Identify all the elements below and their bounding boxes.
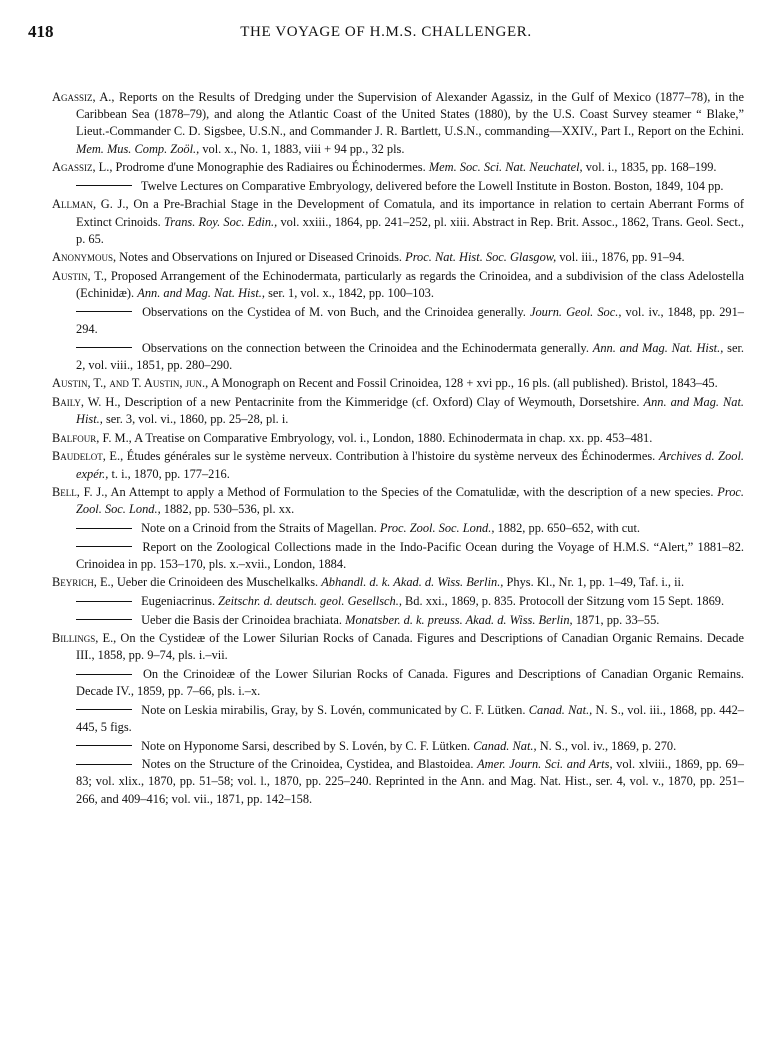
entry-journal: Archives d. Zool. expér., [76, 449, 744, 481]
entry-journal: Ann. and Mag. Nat. Hist., [592, 340, 724, 355]
entry-details: Bd. xxi., 1869, p. 835. Protocoll der Sitzung vom 15 Sept. 1869. [401, 593, 725, 608]
bibliography-entry [52, 539, 744, 573]
entry-journal: Mem. Soc. Sci. Nat. Neuchatel, [428, 160, 583, 175]
entry-details: vol. xlviii., 1869, pp. 69–83; vol. xlix., 1870, pp. 51–58; vol. l., 1870, pp. 225–240. Reprinted in the Ann. and Mag. Nat. Hist., ser. 4, vol. v., 1870, pp. 251–266, and 409–416; vol. vii., 1871, pp. 142–158. [76, 757, 744, 806]
entry-author: Austin, T., and T. Austin, jun., [52, 376, 209, 391]
entry-journal: Zeitschr. d. deutsch. geol. Gesellsch., [218, 593, 402, 608]
entry-title: On the Crinoideæ of the Lower Silurian Rocks of Canada. Figures and Descriptions of Canadian Organic Remains. Decade IV., 1859, pp. 7–66, pls. i.–x. [76, 666, 744, 699]
ditto-dash [76, 185, 132, 186]
entry-journal: Canad. Nat., [473, 738, 537, 753]
entry-author: Beyrich, E., [52, 575, 114, 590]
bibliography-entry [52, 304, 744, 338]
entry-author: Anonymous, [52, 250, 117, 265]
entry-title: Ueber die Basis der Crinoidea brachiata. [138, 612, 346, 627]
page-header [28, 22, 744, 48]
bibliography-entry [52, 702, 744, 736]
entry-details: N. S., vol. iii., 1868, pp. 442–445, 5 figs. [76, 702, 744, 734]
entry-title: Report on the Zoological Collections made in the Indo-Pacific Ocean during the Voyage of H.M.S. “Alert,” 1881–82. Crinoidea in pp. 153–170, pls. x.–xvii., London, 1884. [76, 539, 744, 571]
entry-title: Note on a Crinoid from the Straits of Magellan. [138, 520, 380, 535]
entry-journal: Trans. Roy. Soc. Edin., [164, 214, 278, 229]
entry-title: Reports on the Results of Dredging under the Supervision of Alexander Agassiz, in the Gulf of Mexico (1877–78), in the Caribbean Sea (1878–79), and along the Atlantic Coast of the United States (1880), by the U.S. Coast Survey steamer “ Blake,” Lieut.-Commander C. D. Sigsbee, U.S.N., and Commander J. R. Bartlett, U.S.N., commanding—XXIV., Part I., Report on the Echini. [76, 90, 745, 139]
entry-author: Baily, W. H., [52, 394, 121, 409]
entry-title: Eugeniacrinus. [138, 593, 219, 608]
entry-title: Notes and Observations on Injured or Diseased Crinoids. [116, 250, 406, 265]
entry-details: ser. 2, vol. viii., 1851, pp. 280–290. [76, 340, 744, 372]
bibliography-entry [52, 178, 744, 195]
ditto-dash [76, 528, 132, 529]
bibliography-entry [52, 159, 744, 176]
entry-title: Prodrome d'une Monographie des Radiaires ou Échinodermes. [112, 160, 429, 175]
entry-author: Bell, F. J., [52, 485, 108, 500]
entry-details: vol. i., 1835, pp. 168–199. [582, 160, 717, 175]
entry-title: On the Cystideæ of the Lower Silurian Rocks of Canada. Figures and Descriptions of Canadian Organic Remains. Decade III., 1858, pp. 9–74, pls. i.–vii. [76, 631, 745, 663]
entry-details: Phys. Kl., Nr. 1, pp. 1–49, Taf. i., ii. [503, 575, 685, 590]
bibliography-entry [52, 448, 744, 482]
entry-title: An Attempt to apply a Method of Formulation to the Species of the Comatulidæ, with the description of a new species. [107, 485, 718, 500]
entry-journal: Proc. Zool. Soc. Lond., [379, 520, 495, 535]
entry-journal: Mem. Mus. Comp. Zoöl., [76, 141, 200, 156]
bibliography-entry [52, 249, 744, 266]
bibliography-entry [52, 666, 744, 700]
bibliography-entry [52, 593, 744, 610]
bibliography-entry [52, 756, 744, 808]
entry-title: Twelve Lectures on Comparative Embryology, delivered before the Lowell Institute in Boston. Boston, 1849, 104 pp. [138, 178, 724, 193]
entry-details: vol. iv., 1848, pp. 291–294. [76, 304, 744, 336]
entry-title: On a Pre-Brachial Stage in the Development of Comatula, and its importance in relation to certain Aberrant Forms of Extinct Crinoids. [76, 197, 744, 229]
entry-title: Note on Leskia mirabilis, Gray, by S. Lovén, communicated by C. F. Lütken. [138, 702, 529, 717]
entry-journal: Ann. and Mag. Nat. Hist., [137, 286, 265, 301]
entry-details: 1882, pp. 650–652, with cut. [494, 520, 641, 535]
entry-title: A Treatise on Comparative Embryology, vol. i., London, 1880. Echinodermata in chap. xx. pp. 453–481. [131, 430, 653, 445]
entry-details: N. S., vol. iv., 1869, p. 270. [536, 738, 677, 753]
bibliography-entry [52, 394, 744, 428]
entry-title: Observations on the connection between the Crinoidea and the Echinodermata generally. [138, 340, 593, 355]
entry-author: Baudelot, E., [52, 449, 124, 464]
entry-journal: Proc. Nat. Hist. Soc. Glasgow, [405, 250, 557, 265]
bibliography-entry [52, 574, 744, 591]
entry-author: Billings, E., [52, 631, 117, 646]
bibliography-entry [52, 630, 744, 664]
entry-author: Balfour, F. M., [52, 430, 132, 445]
bibliography-entry [52, 520, 744, 537]
bibliography-entry [52, 196, 744, 248]
entry-details: vol. xxiii., 1864, pp. 241–252, pl. xiii. Abstract in Rep. Brit. Assoc., 1862, Trans. Geol. Sect., p. 65. [76, 214, 745, 246]
entry-journal: Proc. Zool. Soc. Lond., [76, 485, 744, 517]
entry-details: ser. 1, vol. x., 1842, pp. 100–103. [264, 286, 434, 301]
entry-author: Allman, G. J., [52, 197, 129, 212]
entry-title: Observations on the Cystidea of M. von Buch, and the Crinoidea generally. [138, 304, 530, 319]
bibliography-entry [52, 484, 744, 518]
entry-title: A Monograph on Recent and Fossil Crinoidea, 128 + xvi pp., 16 pls. (all published). Bristol, 1843–45. [208, 376, 718, 391]
bibliography-entry [52, 89, 744, 158]
page-number: 418 [28, 22, 54, 41]
ditto-dash [76, 674, 132, 675]
bibliography-entry [52, 268, 744, 302]
entry-journal: Amer. Journ. Sci. and Arts, [477, 757, 613, 772]
entry-author: Austin, T., [52, 268, 108, 283]
entry-title: Note on Hyponome Sarsi, described by S. Lovén, by C. F. Lütken. [138, 738, 474, 753]
entry-title: Notes on the Structure of the Crinoidea, Cystidea, and Blastoidea. [138, 757, 478, 772]
ditto-dash [76, 311, 132, 312]
entry-details: vol. iii., 1876, pp. 91–94. [556, 250, 685, 265]
entry-details: ser. 3, vol. vi., 1860, pp. 25–28, pl. i. [102, 412, 289, 427]
entry-details: 1882, pp. 530–536, pl. xx. [160, 502, 295, 517]
entry-journal: Abhandl. d. k. Akad. d. Wiss. Berlin., [321, 575, 504, 590]
entry-journal: Ann. and Mag. Nat. Hist., [76, 394, 744, 427]
ditto-dash [76, 764, 132, 765]
ditto-dash [76, 745, 132, 746]
bibliography-entry [52, 738, 744, 755]
bibliography-entry [52, 430, 744, 447]
entry-author: Agassiz, A., [52, 90, 115, 104]
bibliography-list [52, 89, 744, 809]
bibliography-entry [52, 375, 744, 392]
entry-journal: Journ. Geol. Soc., [529, 304, 622, 319]
bibliography-entry [52, 612, 744, 629]
entry-title: Ueber die Crinoideen des Muschelkalks. [113, 575, 322, 590]
entry-details: 1871, pp. 33–55. [572, 612, 660, 627]
ditto-dash [76, 709, 132, 710]
entry-journal: Monatsber. d. k. preuss. Akad. d. Wiss. Berlin, [345, 612, 573, 627]
bibliography-entry [52, 340, 744, 374]
entry-journal: Canad. Nat., [528, 702, 593, 717]
entry-details: vol. x., No. 1, 1883, viii + 94 pp., 32 pls. [199, 141, 405, 156]
entry-title: Études générales sur le système nerveux. Contribution à l'histoire du système nerveux des Échinodermes. [123, 449, 659, 464]
ditto-dash [76, 619, 132, 620]
running-title: THE VOYAGE OF H.M.S. CHALLENGER. [240, 24, 532, 40]
entry-author: Agassiz, L., [52, 160, 113, 175]
entry-title: Description of a new Pentacrinite from the Kimmeridge (cf. Oxford) Clay of Weymouth, Dorsetshire. [120, 394, 644, 409]
ditto-dash [76, 347, 132, 348]
entry-title: Proposed Arrangement of the Echinodermata, particularly as regards the Crinoidea, and a subdivision of the class Adelostella (Echinidæ). [76, 268, 745, 301]
ditto-dash [76, 601, 132, 602]
entry-details: t. i., 1870, pp. 177–216. [108, 466, 230, 481]
ditto-dash [76, 546, 132, 547]
